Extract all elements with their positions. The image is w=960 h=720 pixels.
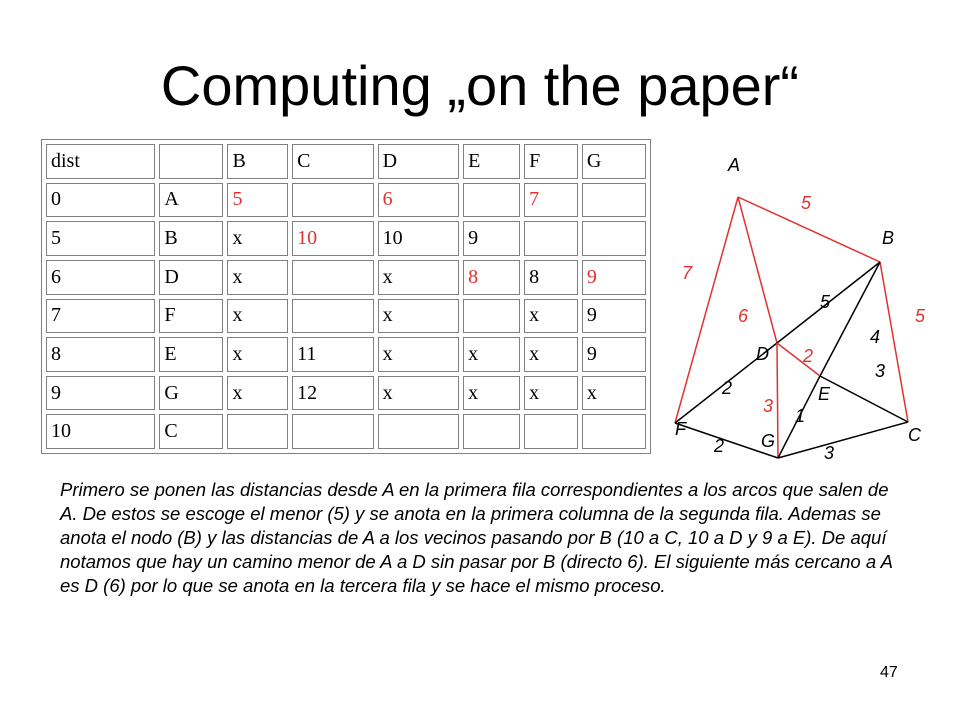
edge-d-g <box>777 343 778 458</box>
weight-e-g: 1 <box>795 406 806 426</box>
table-header-row <box>46 144 646 179</box>
edge-g-c <box>778 422 908 458</box>
table-cell: x <box>227 299 288 334</box>
graph-diagram <box>660 140 950 470</box>
weight-e-c: 3 <box>875 361 886 381</box>
table-cell: x <box>524 376 578 411</box>
table-cell: x <box>582 376 646 411</box>
table-cell <box>582 221 646 256</box>
table-cell: 9 <box>46 376 155 411</box>
table-cell <box>524 414 578 449</box>
weight-f-g: 2 <box>714 436 725 456</box>
table-row <box>46 414 646 449</box>
table-cell <box>292 183 373 218</box>
table-cell: D <box>378 144 459 179</box>
table-cell: x <box>227 376 288 411</box>
weight-a-b: 5 <box>801 193 812 213</box>
table-row <box>46 260 646 295</box>
weight-a-d: 6 <box>738 306 749 326</box>
table-cell: B <box>227 144 288 179</box>
table-cell: 10 <box>46 414 155 449</box>
weight-d-b: 5 <box>820 292 831 312</box>
table-row <box>46 183 646 218</box>
table-cell: 5 <box>227 183 288 218</box>
table-cell: G <box>582 144 646 179</box>
node-label-b: B <box>882 228 895 248</box>
table-cell: x <box>227 260 288 295</box>
weight-a-f: 7 <box>682 263 693 283</box>
weight-b-e: 4 <box>870 327 881 347</box>
node-label-a: A <box>728 155 741 175</box>
table-cell <box>463 414 520 449</box>
edge-e-c <box>820 376 908 422</box>
table-cell: F <box>159 299 223 334</box>
table-cell: x <box>227 221 288 256</box>
table-row <box>46 221 646 256</box>
weight-g-c: 3 <box>824 443 835 463</box>
weight-d-g: 3 <box>763 396 774 416</box>
table-row <box>46 376 646 411</box>
table-cell: 8 <box>524 260 578 295</box>
table-cell <box>159 144 223 179</box>
table-row <box>46 299 646 334</box>
node-label-e: E <box>818 384 831 404</box>
table-cell: 6 <box>46 260 155 295</box>
distance-table <box>42 140 650 453</box>
table-cell <box>292 299 373 334</box>
table-cell: 7 <box>524 183 578 218</box>
table-cell: 0 <box>46 183 155 218</box>
table-cell: 12 <box>292 376 373 411</box>
weight-b-c: 5 <box>915 306 926 326</box>
table-cell: D <box>159 260 223 295</box>
table-cell: E <box>463 144 520 179</box>
table-cell: 7 <box>46 299 155 334</box>
edge-d-e <box>777 343 820 376</box>
table-cell <box>524 221 578 256</box>
edge-b-e <box>820 262 880 376</box>
node-label-d: D <box>756 344 769 364</box>
edge-b-c <box>880 262 908 422</box>
table-cell <box>463 183 520 218</box>
table-cell: x <box>463 376 520 411</box>
table-cell: C <box>159 414 223 449</box>
table-cell: x <box>524 299 578 334</box>
table-cell: x <box>227 337 288 372</box>
table-cell: x <box>378 337 459 372</box>
slide-title: Computing „on the paper“ <box>160 54 800 117</box>
table-cell: 9 <box>582 337 646 372</box>
table-cell: x <box>378 376 459 411</box>
table-cell <box>292 414 373 449</box>
table-row <box>46 337 646 372</box>
table-cell: 9 <box>582 299 646 334</box>
table-cell <box>582 414 646 449</box>
weight-d-e: 2 <box>803 346 814 366</box>
explanation-paragraph: Primero se ponen las distancias desde A en la primera fila correspondientes a los arcos que salen de A. De estos se escoge el menor (5) y se anota en la primera columna de la segunda fila. Ademas se anota el nodo (B) y las distancias de A a los vecinos pasando por B (10 a C, 10 a D y 9 a E). De aquí notamos que hay un camino menor de A a D sin pasar por B (directo 6). El siguiente más cercano a A es D (6) por lo que se anota en la tercera fila y se hace el mismo proceso. <box>60 479 893 596</box>
table-cell: x <box>378 260 459 295</box>
distance-table-container <box>41 139 651 454</box>
table-cell: 11 <box>292 337 373 372</box>
table-cell: 6 <box>378 183 459 218</box>
node-label-g: G <box>761 431 776 451</box>
table-cell: 8 <box>46 337 155 372</box>
table-cell: G <box>159 376 223 411</box>
table-cell: 9 <box>463 221 520 256</box>
table-cell: F <box>524 144 578 179</box>
table-cell: 8 <box>463 260 520 295</box>
table-cell: x <box>524 337 578 372</box>
table-cell: 9 <box>582 260 646 295</box>
page-number: 47 <box>880 664 898 681</box>
weight-f-d: 2 <box>722 378 733 398</box>
table-cell: B <box>159 221 223 256</box>
node-label-c: C <box>908 425 921 445</box>
table-cell <box>292 260 373 295</box>
table-cell: x <box>463 337 520 372</box>
table-cell <box>463 299 520 334</box>
table-cell: C <box>292 144 373 179</box>
table-cell: 10 <box>292 221 373 256</box>
table-cell: 10 <box>378 221 459 256</box>
table-cell <box>227 414 288 449</box>
table-cell <box>582 183 646 218</box>
table-cell: x <box>378 299 459 334</box>
node-label-f: F <box>675 419 686 439</box>
table-cell: A <box>159 183 223 218</box>
table-cell: 5 <box>46 221 155 256</box>
table-cell: E <box>159 337 223 372</box>
distance-table-body <box>46 144 646 449</box>
table-cell <box>378 414 459 449</box>
table-cell: dist <box>46 144 155 179</box>
